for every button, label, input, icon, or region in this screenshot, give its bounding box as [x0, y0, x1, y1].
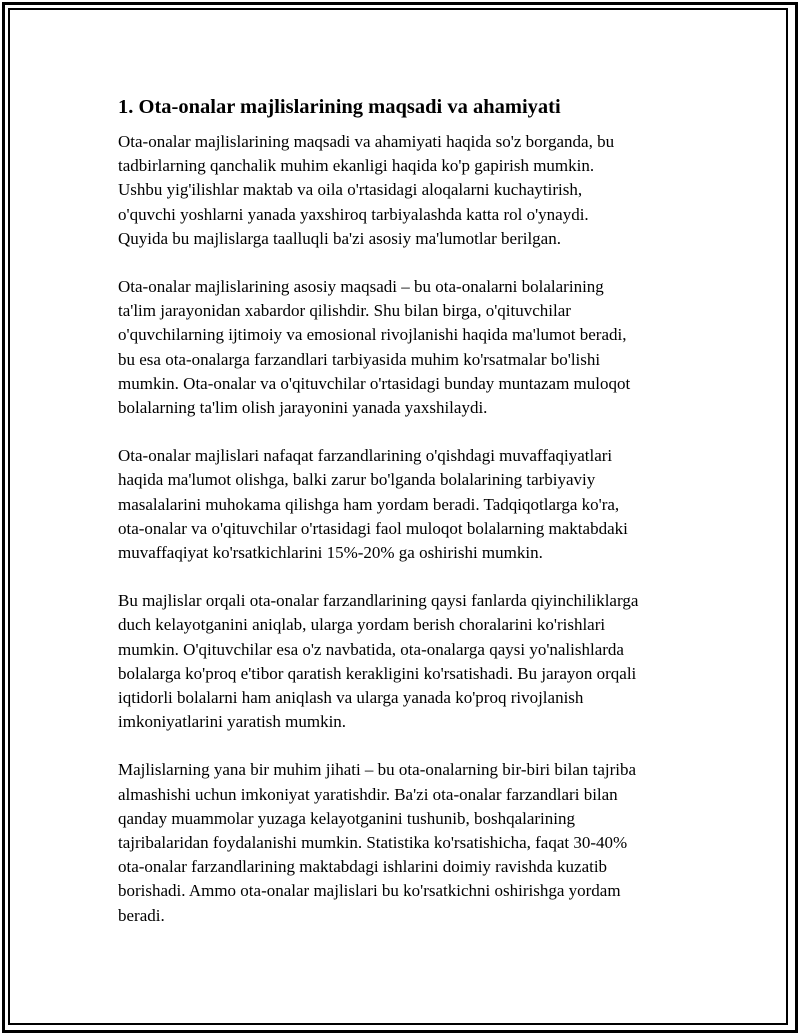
paragraph-5: Majlislarning yana bir muhim jihati – bu ota-onalarning bir-biri bilan tajriba almashishi uchun imkoniyat yaratishdir. Ba'zi ota-onalar farzandlari bilan qanday muammolar yuzaga kelayotganini tushunib, boshqalarining tajribalaridan foydalanishi mumkin. Statistika ko'rsatishicha, faqat 30-40% ota-onalar farzandlarining maktabdagi ishlarini doimiy ravishda kuzatib borishadi. Ammo ota-onalar majlislari bu ko'rsatkichni oshirishga yordam beradi. — [118, 760, 637, 925]
section-heading: 1. Ota-onalar majlislarining maqsadi va ahamiyati — [118, 96, 561, 118]
document-body — [118, 93, 700, 952]
paragraph-2: Ota-onalar majlislarining asosiy maqsadi – bu ota-onalarni bolalarining ta'lim jarayonidan xabardor qilishdir. Shu bilan birga, o'qituvchilar o'quvchilarning ijtimoiy va emosional rivojlanishi haqida ma'lumot beradi, bu esa ota-onalarga farzandlari tarbiyasida muhim ko'rsatmalar bo'lishi mumkin. Ota-onalar va o'qituvchilar o'rtasidagi bunday muntazam muloqot bolalarning ta'lim olish jarayonini yanada yaxshilaydi. — [118, 277, 631, 418]
paragraph-4: Bu majlislar orqali ota-onalar farzandlarining qaysi fanlarda qiyinchiliklarga duch kelayotganini aniqlab, ularga yordam berish choralarini ko'rishlari mumkin. O'qituvchilar esa o'z navbatida, ota-onalarga qaysi yo'nalishlarda bolalarga ko'proq e'tibor qaratish kerakligini ko'rsatishadi. Bu jarayon orqali iqtidorli bolalarni ham aniqlash va ularga yanada ko'proq rivojlanish imkoniyatlarini yaratish mumkin. — [118, 591, 639, 732]
paragraph-1: Ota-onalar majlislarining maqsadi va ahamiyati haqida so'z borganda, bu tadbirlarning qanchalik muhim ekanligi haqida ko'p gapirish mumkin. Ushbu yig'ilishlar maktab va oila o'rtasidagi aloqalarni kuchaytirish, o'quvchi yoshlarni yanada yaxshiroq tarbiyalashda katta rol o'ynaydi. Quyida bu majlislarga taalluqli ba'zi asosiy ma'lumotlar berilgan. — [118, 132, 615, 248]
paragraph-3: Ota-onalar majlislari nafaqat farzandlarining o'qishdagi muvaffaqiyatlari haqida ma'lumot olishga, balki zarur bo'lganda bolalarining tarbiyaviy masalalarini muhokama qilishga ham yordam beradi. Tadqiqotlarga ko'ra, ota-onalar va o'qituvchilar o'rtasidagi faol muloqot bolalarning maktabdaki muvaffaqiyat ko'rsatkichlarini 15%-20% ga oshirishi mumkin. — [118, 446, 628, 563]
